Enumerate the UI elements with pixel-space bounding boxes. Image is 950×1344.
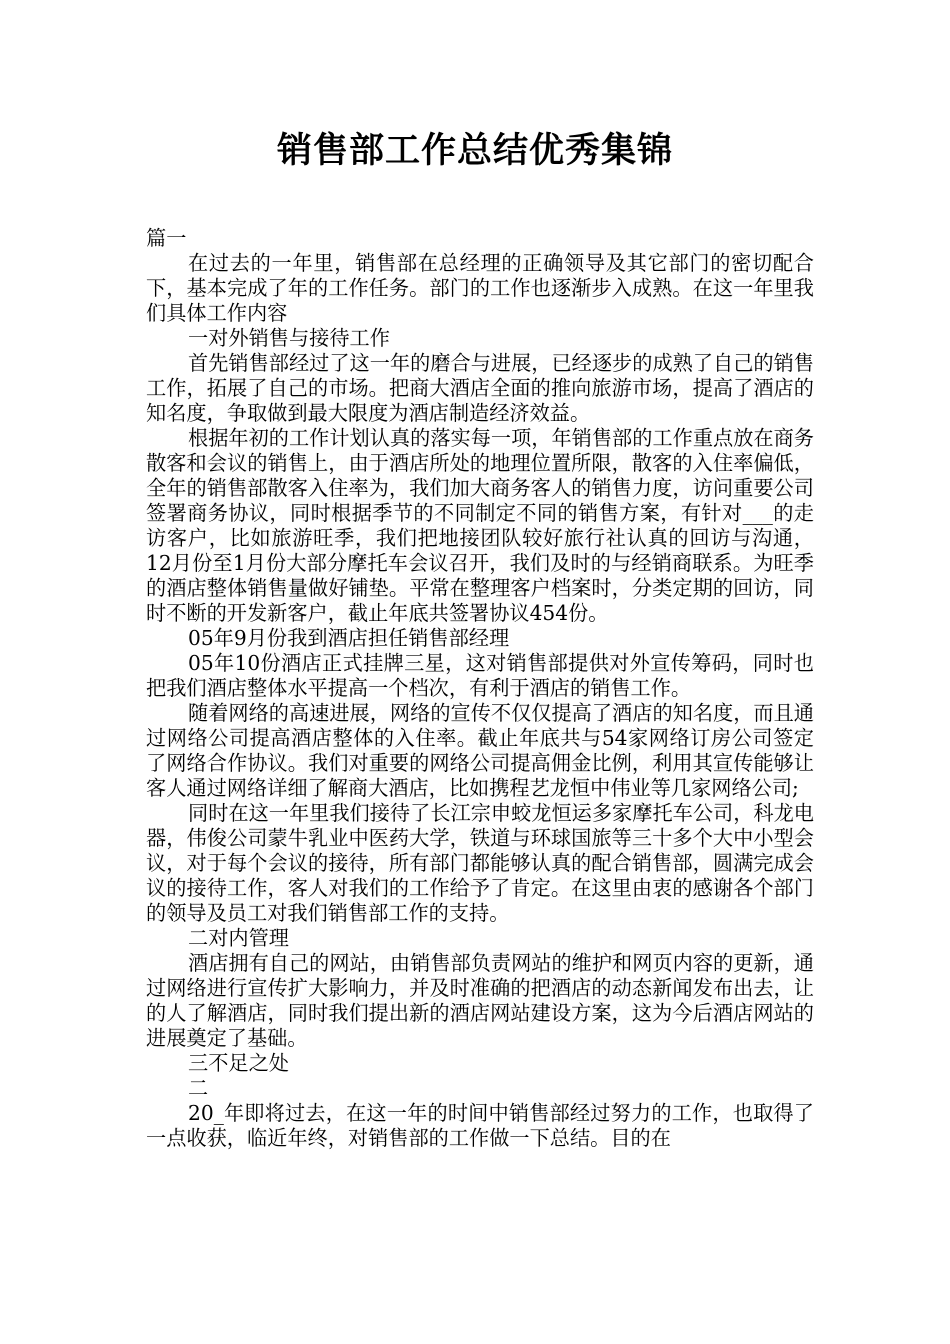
document-title: 销售部工作总结优秀集锦: [276, 131, 673, 171]
body-paragraph: 随着网络的高速进展，网络的宣传不仅仅提高了酒店的知名度，而且通过网络公司提高酒店整体的入住率。截止年底共与54家网络订房公司签定了网络合作协议。我们对重要的网络公司提高佣金比例，利用其宣传能够让客人通过网络详细了解商大酒店，比如携程艺龙恒中伟业等几家网络公司;: [146, 701, 814, 800]
body-paragraph: 20_年即将过去，在这一年的时间中销售部经过努力的工作，也取得了一点收获，临近年终，对销售部的工作做一下总结。目的在: [146, 1101, 814, 1150]
body-paragraph: 根据年初的工作计划认真的落实每一项，年销售部的工作重点放在商务散客和会议的销售上，由于酒店所处的地理位置所限，散客的入住率偏低，全年的销售部散客入住率为，我们加大商务客人的销售力度，访问重要公司签署商务协议，同时根据季节的不同制定不同的销售方案，有针对___的走访客户，比如旅游旺季，我们把地接团队较好旅行社认真的回访与沟通，12月份至1月份大部分摩托车会议召开，我们及时的与经销商联系。为旺季的酒店整体销售量做好铺垫。平常在整理客户档案时，分类定期的回访，同时不断的开发新客户，截止年底共签署协议454份。: [146, 426, 814, 625]
body-paragraph: 05年9月份我到酒店担任销售部经理: [188, 626, 510, 650]
document-body: [146, 226, 814, 1151]
body-paragraph: 同时在这一年里我们接待了长江宗申蛟龙恒运多家摩托车公司，科龙电器，伟俊公司蒙牛乳业中医药大学，铁道与环球国旅等三十多个大中小型会议，对于每个会议的接待，所有部门都能够认真的配合销售部，圆满完成会议的接待工作，客人对我们的工作给予了肯定。在这里由衷的感谢各个部门的领导及员工对我们销售部工作的支持。: [146, 801, 814, 925]
section-label: 二: [188, 1076, 209, 1100]
section-label: 篇一: [146, 226, 187, 250]
body-paragraph: 首先销售部经过了这一年的磨合与进展，已经逐步的成熟了自己的销售工作，拓展了自己的市场。把商大酒店全面的推向旅游市场，提高了酒店的知名度，争取做到最大限度为酒店制造经济效益。: [146, 351, 814, 425]
section-heading: 三不足之处: [188, 1051, 289, 1075]
section-heading: 二对内管理: [188, 926, 289, 950]
section-heading: 一对外销售与接待工作: [188, 326, 390, 350]
body-paragraph: 在过去的一年里，销售部在总经理的正确领导及其它部门的密切配合下，基本完成了年的工作任务。部门的工作也逐渐步入成熟。在这一年里我们具体工作内容: [146, 251, 814, 325]
body-paragraph: 05年10份酒店正式挂牌三星，这对销售部提供对外宣传筹码，同时也把我们酒店整体水平提高一个档次，有利于酒店的销售工作。: [146, 651, 814, 700]
body-paragraph: 酒店拥有自己的网站，由销售部负责网站的维护和网页内容的更新，通过网络进行宣传扩大影响力，并及时准确的把酒店的动态新闻发布出去，让的人了解酒店，同时我们提出新的酒店网站建设方案，这为今后酒店网站的进展奠定了基础。: [146, 951, 814, 1050]
